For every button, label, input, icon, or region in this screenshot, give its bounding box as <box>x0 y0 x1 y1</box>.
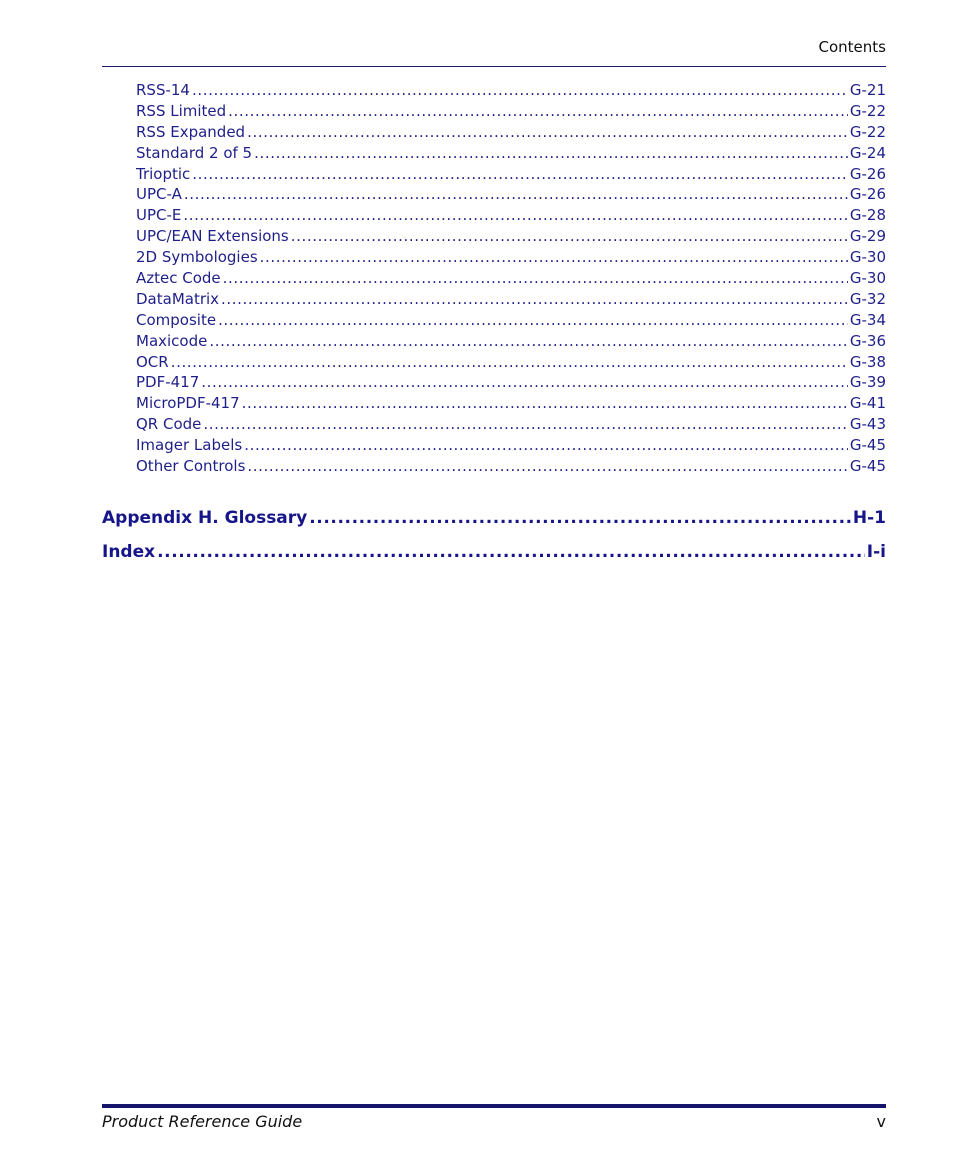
toc-entry-label: Appendix H. Glossary <box>102 507 308 528</box>
toc-entry-label: UPC-E <box>136 206 182 225</box>
footer-rule <box>102 1104 886 1108</box>
dot-leader <box>171 352 848 373</box>
toc-entry-page: G-28 <box>849 206 886 225</box>
dot-leader <box>192 164 848 185</box>
toc-entry-aztec-code[interactable] <box>136 268 886 289</box>
toc-entry-label: MicroPDF-417 <box>136 394 240 413</box>
dot-leader <box>228 101 848 122</box>
dot-leader <box>184 184 848 205</box>
toc-entry-page: G-26 <box>849 164 886 183</box>
dot-leader <box>247 122 848 143</box>
toc-entry-ocr[interactable] <box>136 352 886 373</box>
toc-entry-label: DataMatrix <box>136 289 220 308</box>
toc-entry-trioptic[interactable] <box>136 164 886 185</box>
toc-entry-label: Index <box>102 541 156 562</box>
toc-entry-label: Aztec Code <box>136 269 221 288</box>
toc-entry-rss-expanded[interactable] <box>136 122 886 143</box>
table-of-contents <box>102 80 886 569</box>
toc-entry-other-controls[interactable] <box>136 456 886 477</box>
toc-entry-page: G-43 <box>849 415 886 434</box>
toc-entry-datamatrix[interactable] <box>136 289 886 310</box>
dot-leader <box>157 535 865 569</box>
toc-entry-page: G-29 <box>849 227 886 246</box>
toc-entry-maxicode[interactable] <box>136 331 886 352</box>
toc-entry-label: Trioptic <box>136 164 191 183</box>
dot-leader <box>247 456 847 477</box>
toc-entry-page: I-i <box>866 541 886 562</box>
toc-entry-rss-14[interactable] <box>136 80 886 101</box>
toc-entry-appendix-h-glossary[interactable] <box>102 501 886 535</box>
toc-entry-standard-2-of-5[interactable] <box>136 143 886 164</box>
dot-leader <box>291 226 848 247</box>
toc-entry-label: Standard 2 of 5 <box>136 143 253 162</box>
dot-leader <box>223 268 848 289</box>
dot-leader <box>183 205 847 226</box>
toc-entry-label: Imager Labels <box>136 436 243 455</box>
dot-leader <box>221 289 848 310</box>
toc-entry-page: G-45 <box>849 457 886 476</box>
toc-entry-imager-labels[interactable] <box>136 435 886 456</box>
toc-entry-composite[interactable] <box>136 310 886 331</box>
dot-leader <box>242 393 848 414</box>
toc-entry-page: G-39 <box>849 373 886 392</box>
toc-entry-upc-a[interactable] <box>136 184 886 205</box>
toc-entry-page: G-34 <box>849 310 886 329</box>
dot-leader <box>201 372 848 393</box>
toc-entry-upc-ean-extensions[interactable] <box>136 226 886 247</box>
dot-leader <box>203 414 847 435</box>
dot-leader <box>192 80 848 101</box>
toc-entry-micropdf-417[interactable] <box>136 393 886 414</box>
dot-leader <box>244 435 848 456</box>
toc-entry-pdf-417[interactable] <box>136 372 886 393</box>
toc-entry-page: G-38 <box>849 352 886 371</box>
dot-leader <box>260 247 848 268</box>
toc-entry-rss-limited[interactable] <box>136 101 886 122</box>
toc-entry-page: G-30 <box>849 269 886 288</box>
toc-entry-page: H-1 <box>852 507 886 528</box>
toc-entry-page: G-21 <box>849 81 886 99</box>
toc-entry-page: G-22 <box>849 122 886 141</box>
dot-leader <box>254 143 848 164</box>
toc-entry-label: UPC-A <box>136 185 182 204</box>
toc-entry-index[interactable] <box>102 535 886 569</box>
toc-entry-label: Composite <box>136 310 217 329</box>
toc-entry-page: G-36 <box>849 331 886 350</box>
toc-entry-label: UPC/EAN Extensions <box>136 227 289 246</box>
dot-leader <box>218 310 848 331</box>
footer-title: Product Reference Guide <box>102 1112 303 1131</box>
toc-entry-page: G-22 <box>849 101 886 120</box>
dot-leader <box>309 501 851 535</box>
dot-leader <box>209 331 848 352</box>
footer-page-number: v <box>876 1112 886 1131</box>
toc-entry-label: Other Controls <box>136 457 246 476</box>
toc-entry-label: RSS Expanded <box>136 122 246 141</box>
toc-entry-page: G-26 <box>849 185 886 204</box>
toc-entry-label: Maxicode <box>136 331 208 350</box>
toc-entry-page: G-24 <box>849 143 886 162</box>
toc-entry-label: RSS-14 <box>136 81 190 99</box>
toc-entry-page: G-32 <box>849 289 886 308</box>
toc-entry-label: 2D Symbologies <box>136 248 258 267</box>
header-rule <box>102 66 886 67</box>
toc-entry-page: G-30 <box>849 248 886 267</box>
toc-entry-page: G-41 <box>849 394 886 413</box>
toc-entry-qr-code[interactable] <box>136 414 886 435</box>
page-header-title: Contents <box>818 38 886 56</box>
toc-entry-upc-e[interactable] <box>136 205 886 226</box>
toc-entry-2d-symbologies[interactable] <box>136 247 886 268</box>
toc-entry-label: RSS Limited <box>136 101 227 120</box>
toc-entry-label: QR Code <box>136 415 202 434</box>
toc-entry-label: OCR <box>136 352 169 371</box>
toc-entry-label: PDF-417 <box>136 373 200 392</box>
toc-entry-page: G-45 <box>849 436 886 455</box>
